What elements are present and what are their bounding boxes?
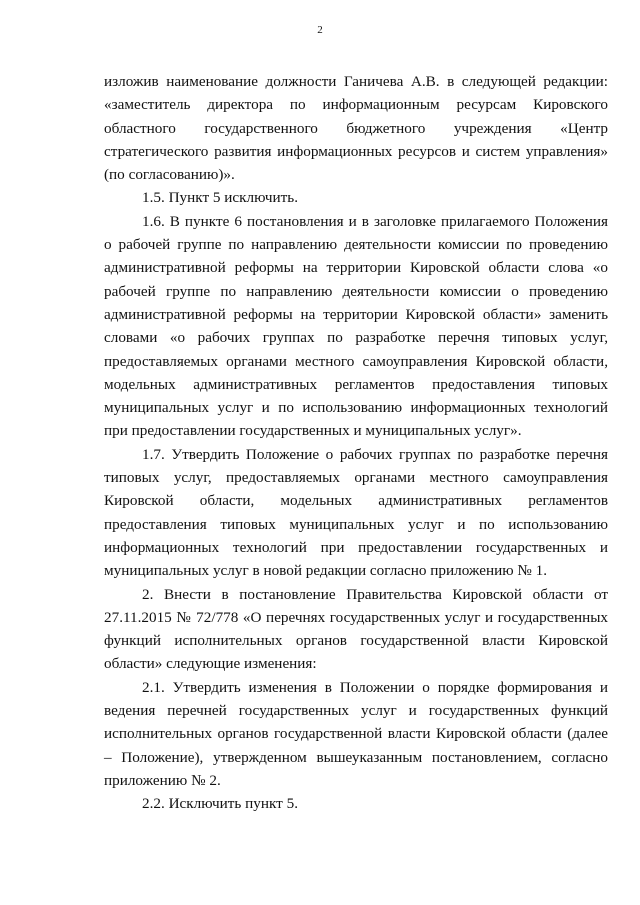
paragraph-1-7: 1.7. Утвердить Положение о рабочих группах по разработке перечня типовых услуг, предоставляемых органами местного самоуправления Кировской области, модельных административных регламентов предоставления типовых муниципальных услуг и по использованию информационных технологий при предоставлении государственных и муниципальных услуг в новой редакции согласно приложению № 1. [104,445,608,580]
paragraph-2-2: 2.2. Исключить пункт 5. [142,795,298,813]
paragraph-continuation: изложив наименование должности Ганичева А.В. в следующей редакции: «заместитель директора по информационным ресурсам Кировского областного государственного бюджетного учреждения «Центр стратегического развития информационных ресурсов и систем управления» (по согласованию)». [104,73,608,184]
paragraph-2: 2. Внести в постановление Правительства Кировской области от 27.11.2015 № 72/778 «О перечнях государственных услуг и государственных функций исполнительных органов государственной власти Кировской области» следующие изменения: [104,585,608,673]
document-body [104,70,608,816]
page-number: 2 [317,24,323,36]
paragraph-2-1: 2.1. Утвердить изменения в Положении о порядке формирования и ведения перечней государственных услуг и государственных функций исполнительных органов государственной власти Кировской области (далее – Положение), утвержденном вышеуказанным постановлением, согласно приложению № 2. [104,678,608,789]
paragraph-1-6: 1.6. В пункте 6 постановления и в заголовке прилагаемого Положения о рабочей группе по направлению деятельности комиссии по проведению административной реформы на территории Кировской области слова «о рабочей группе по направлению деятельности комиссии о проведению административной реформы на территории Кировской области» заменить словами «о рабочих группах по разработке перечня типовых услуг, предоставляемых органами местного самоуправления Кировской области, модельных административных регламентов предоставления типовых муниципальных услуг и по использованию информационных технологий при предоставлении государственных и муниципальных услуг». [104,212,608,440]
paragraph-1-5: 1.5. Пункт 5 исключить. [142,189,298,207]
